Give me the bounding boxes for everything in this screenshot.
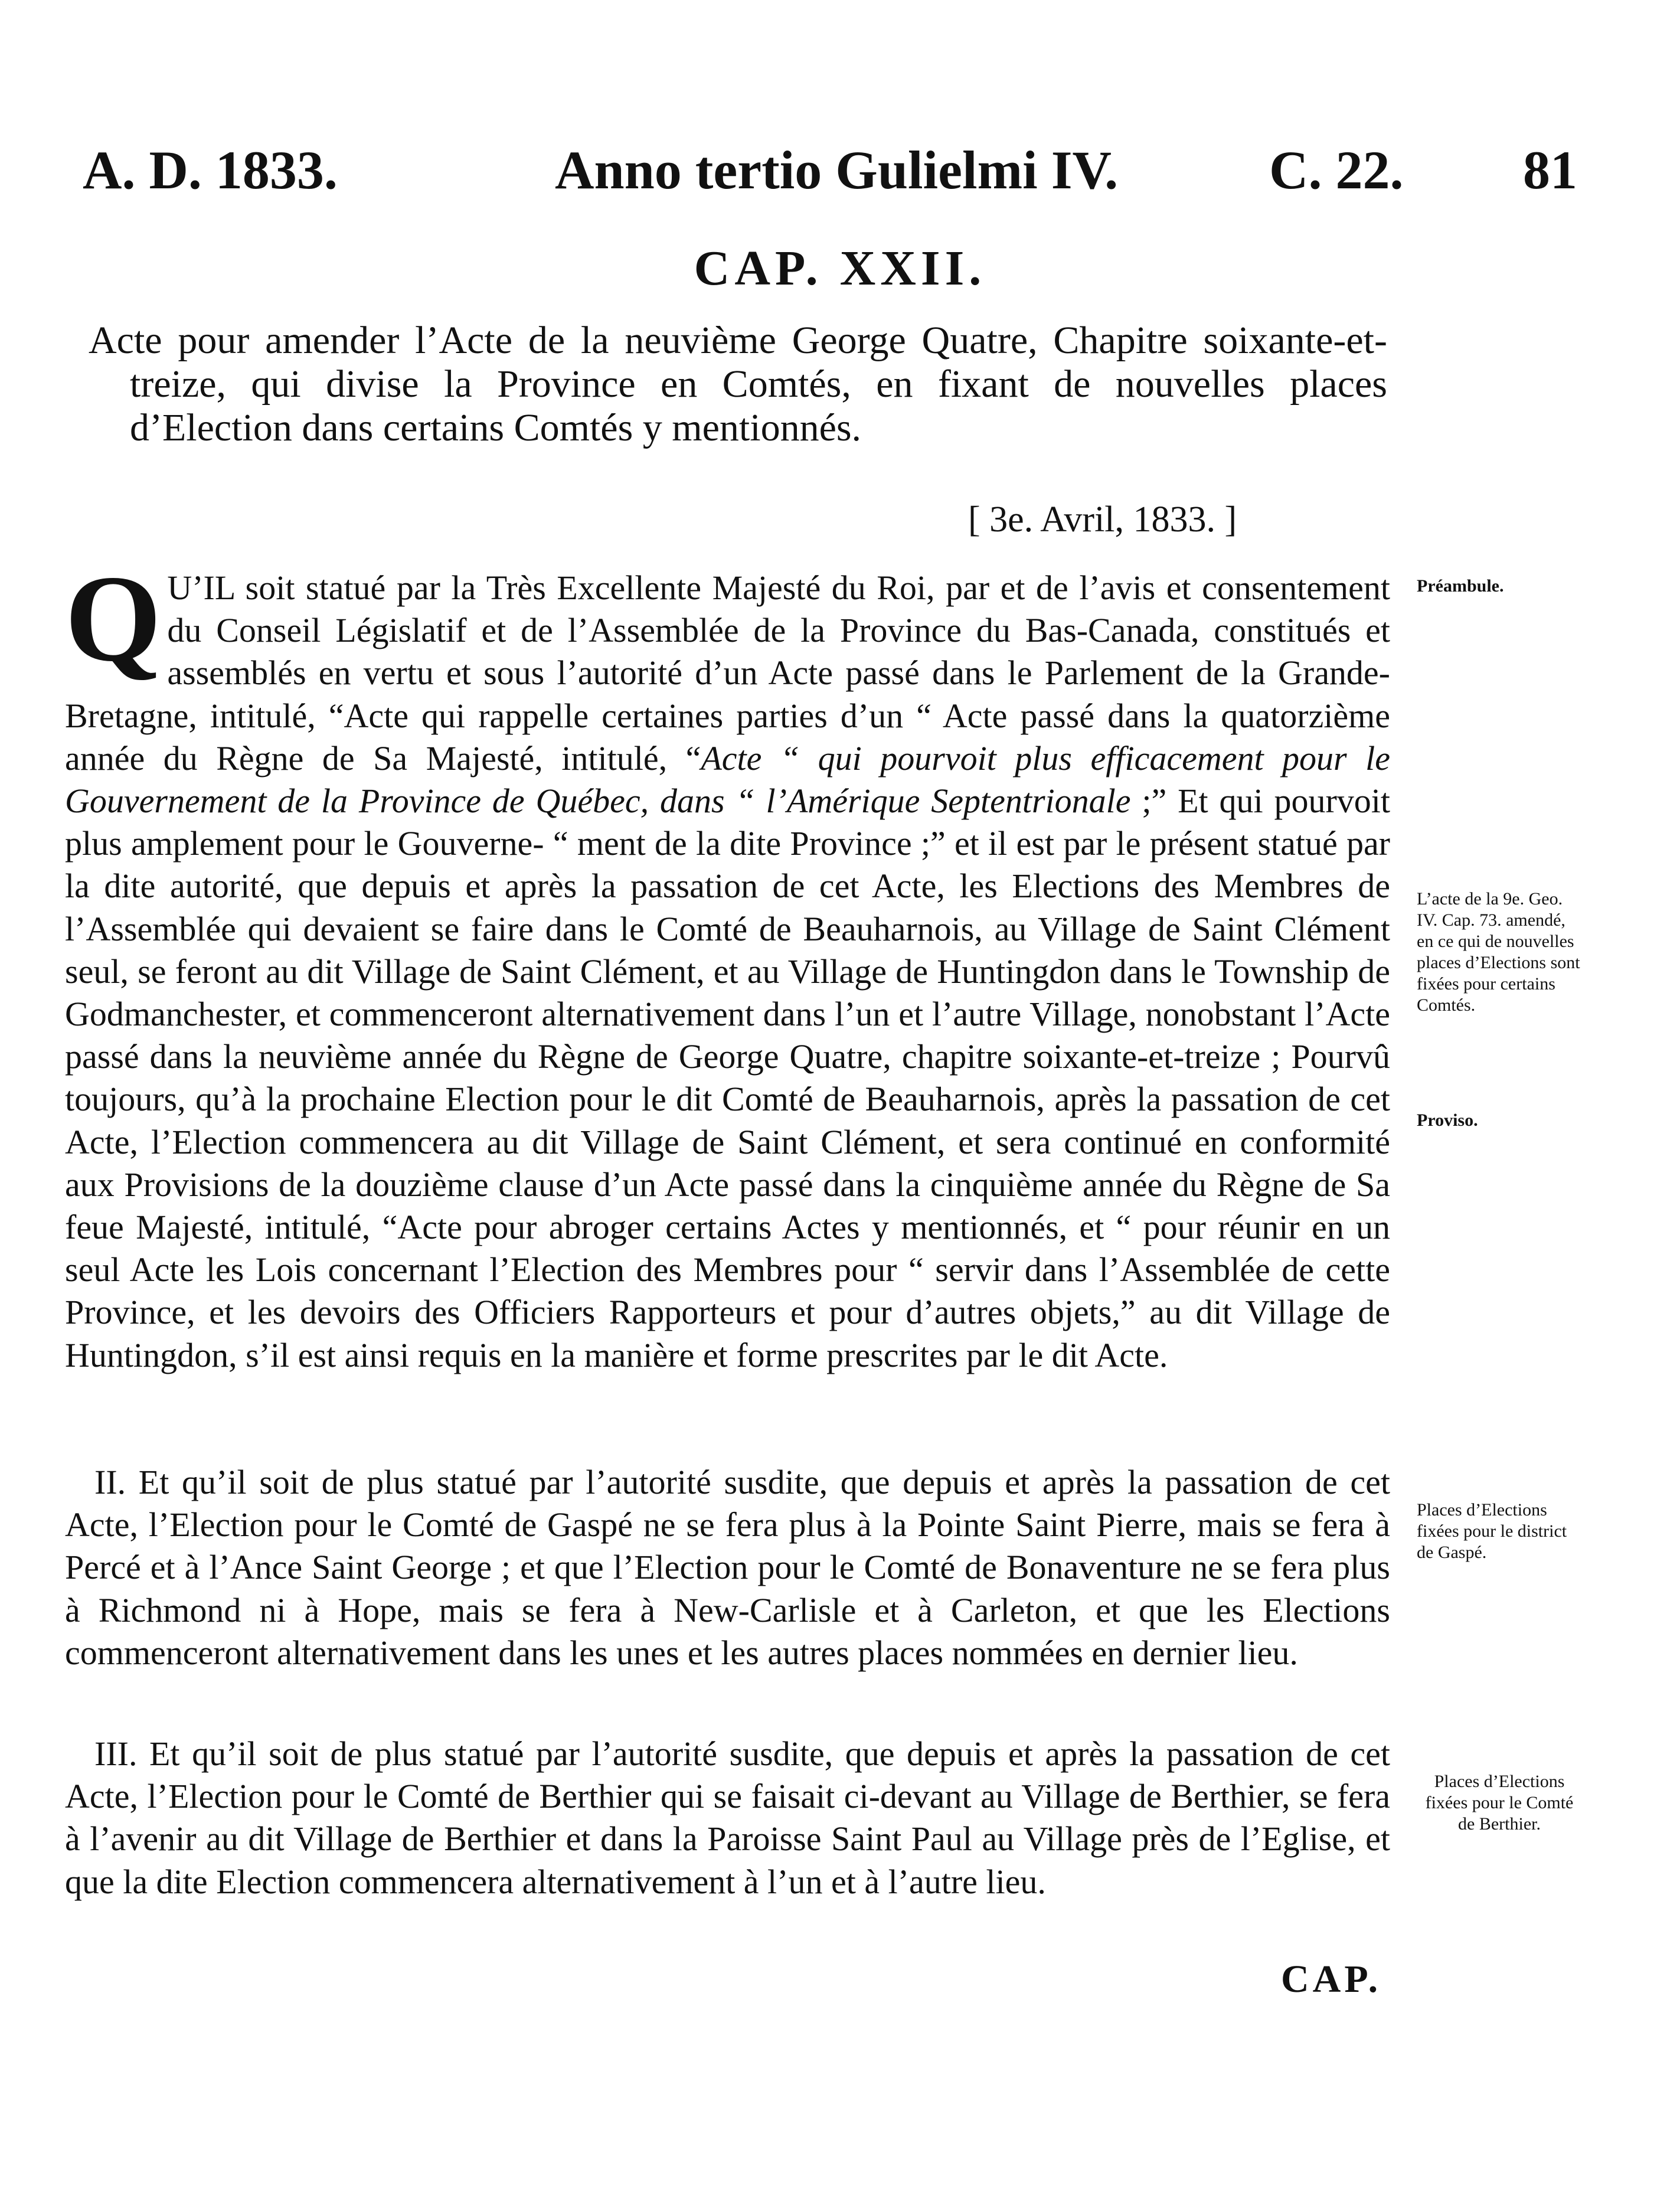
catchword: CAP. bbox=[1281, 1958, 1382, 2001]
header-title: Anno tertio Gulielmi IV. bbox=[555, 140, 1119, 200]
section-2: II. Et qu’il soit de plus statué par l’autorité susdite, que depuis et après la passation de cet Acte, l’Election pour le Comté de Gaspé ne se fera plus à la Pointe Saint Pierre, mais se fera à Percé et à l’Ance Saint George ; et que l’Election pour le Comté de Bonaventure ne se fera plus à Richmond ni à Hope, mais se fera à New-Carlisle et à Carleton, et que les Elections commenceront alternativement dans les unes et les autres places nommées en dernier lieu. bbox=[65, 1463, 1390, 1672]
margin-note-preamble: Préambule. bbox=[1417, 576, 1504, 596]
section-1-text-b: ;” Et qui pourvoit plus amplement pour le Gouverne- “ ment de la dite Province ;” et il est par le présent statué par la dite autorité, que depuis et après la passation de cet Acte, les Elections des Membres de l’Assemblée qui devaient se faire dans le Comté de Beauharnois, au Village de Saint Clément seul, se feront au dit Village de Saint Clément, et au Village de Huntingdon dans le Township de Godmanchester, et commenceront alternativement dans l’un et l’autre Village, nonobstant l’Acte passé dans la neuvième année du Règne de George Quatre, chapitre soixante-et-treize ; Pourvû toujours, qu’à la prochaine Election pour le dit Comté de Beauharnois, après la passation de cet Acte, l’Election commencera au dit Village de Saint Clément, et sera continué en conformité aux Provisions de la douzième clause d’un Acte passé dans la cinquième année du Règne de Sa feue Majesté, intitulé, “Acte pour abroger certains Actes y mentionnés, et “ pour réunir en un seul Acte les Lois concernant l’Election des Membres pour “ servir dans l’Assemblée de cette Province, et les devoirs des Officiers Rapporteurs et pour d’autres objets,” au dit Village de Huntingdon, s’il est ainsi requis en la manière et forme prescrites par le dit Acte. bbox=[65, 782, 1391, 1374]
drop-cap: Q bbox=[65, 550, 162, 687]
page-number: 81 bbox=[1523, 140, 1577, 200]
chapter-title: CAP. XXII. bbox=[694, 241, 986, 296]
header-year: A. D. 1833. bbox=[83, 140, 338, 200]
section-1-italic-title: Acte “ qui pourvoit plus efficacement pour le Gouvernement de la Province de Québec, dans “ l’Amérique Septentrionale bbox=[65, 739, 1390, 821]
section-1 bbox=[65, 550, 1391, 1377]
header-chapter: C. 22. bbox=[1269, 140, 1404, 200]
margin-note-gaspe: Places d’Elections fixées pour le district de Gaspé. bbox=[1417, 1500, 1567, 1562]
section-3: III. Et qu’il soit de plus statué par l’autorité susdite, que depuis et après la passation de cet Acte, l’Election pour le Comté de Berthier qui se faisait ci-devant au Village de Berthier, se fera à l’avenir au dit Village de Berthier et dans la Paroisse Saint Paul au Village près de l’Eglise, et que la dite Election commencera alternativement à l’un et à l’autre lieu. bbox=[65, 1734, 1390, 1901]
act-long-title: Acte pour amender l’Acte de la neuvième George Quatre, Chapitre soixante-et-treize, qui divise la Province en Comtés, en fixant de nouvelles places d’Election dans certains Comtés y mentionnés. bbox=[89, 319, 1387, 449]
margin-note-berthier: Places d’Elections fixées pour le Comté de Berthier. bbox=[1425, 1772, 1574, 1834]
margin-note-proviso: Proviso. bbox=[1417, 1110, 1478, 1130]
margin-note-acte: L’acte de la 9e. Geo. IV. Cap. 73. amendé, en ce qui de nouvelles places d’Elections sont fixées pour certains Comtés. bbox=[1417, 889, 1580, 1015]
act-date: [ 3e. Avril, 1833. ] bbox=[968, 499, 1237, 540]
running-header bbox=[83, 135, 1594, 205]
section-1-text-a: U’IL soit statué par la Très Excellente Majesté du Roi, par et de l’avis et consentement du Conseil Législatif et de l’Assemblée de la Province du Bas-Canada, constitués et assemblés en vertu et sous l’autorité d’un Acte passé dans le Parlement de la Grande-Bretagne, intitulé, “Acte qui rappelle certaines parties d’un “ Acte passé dans la quatorzième année du Règne de Sa Majesté, intitulé, “ bbox=[65, 569, 1390, 778]
